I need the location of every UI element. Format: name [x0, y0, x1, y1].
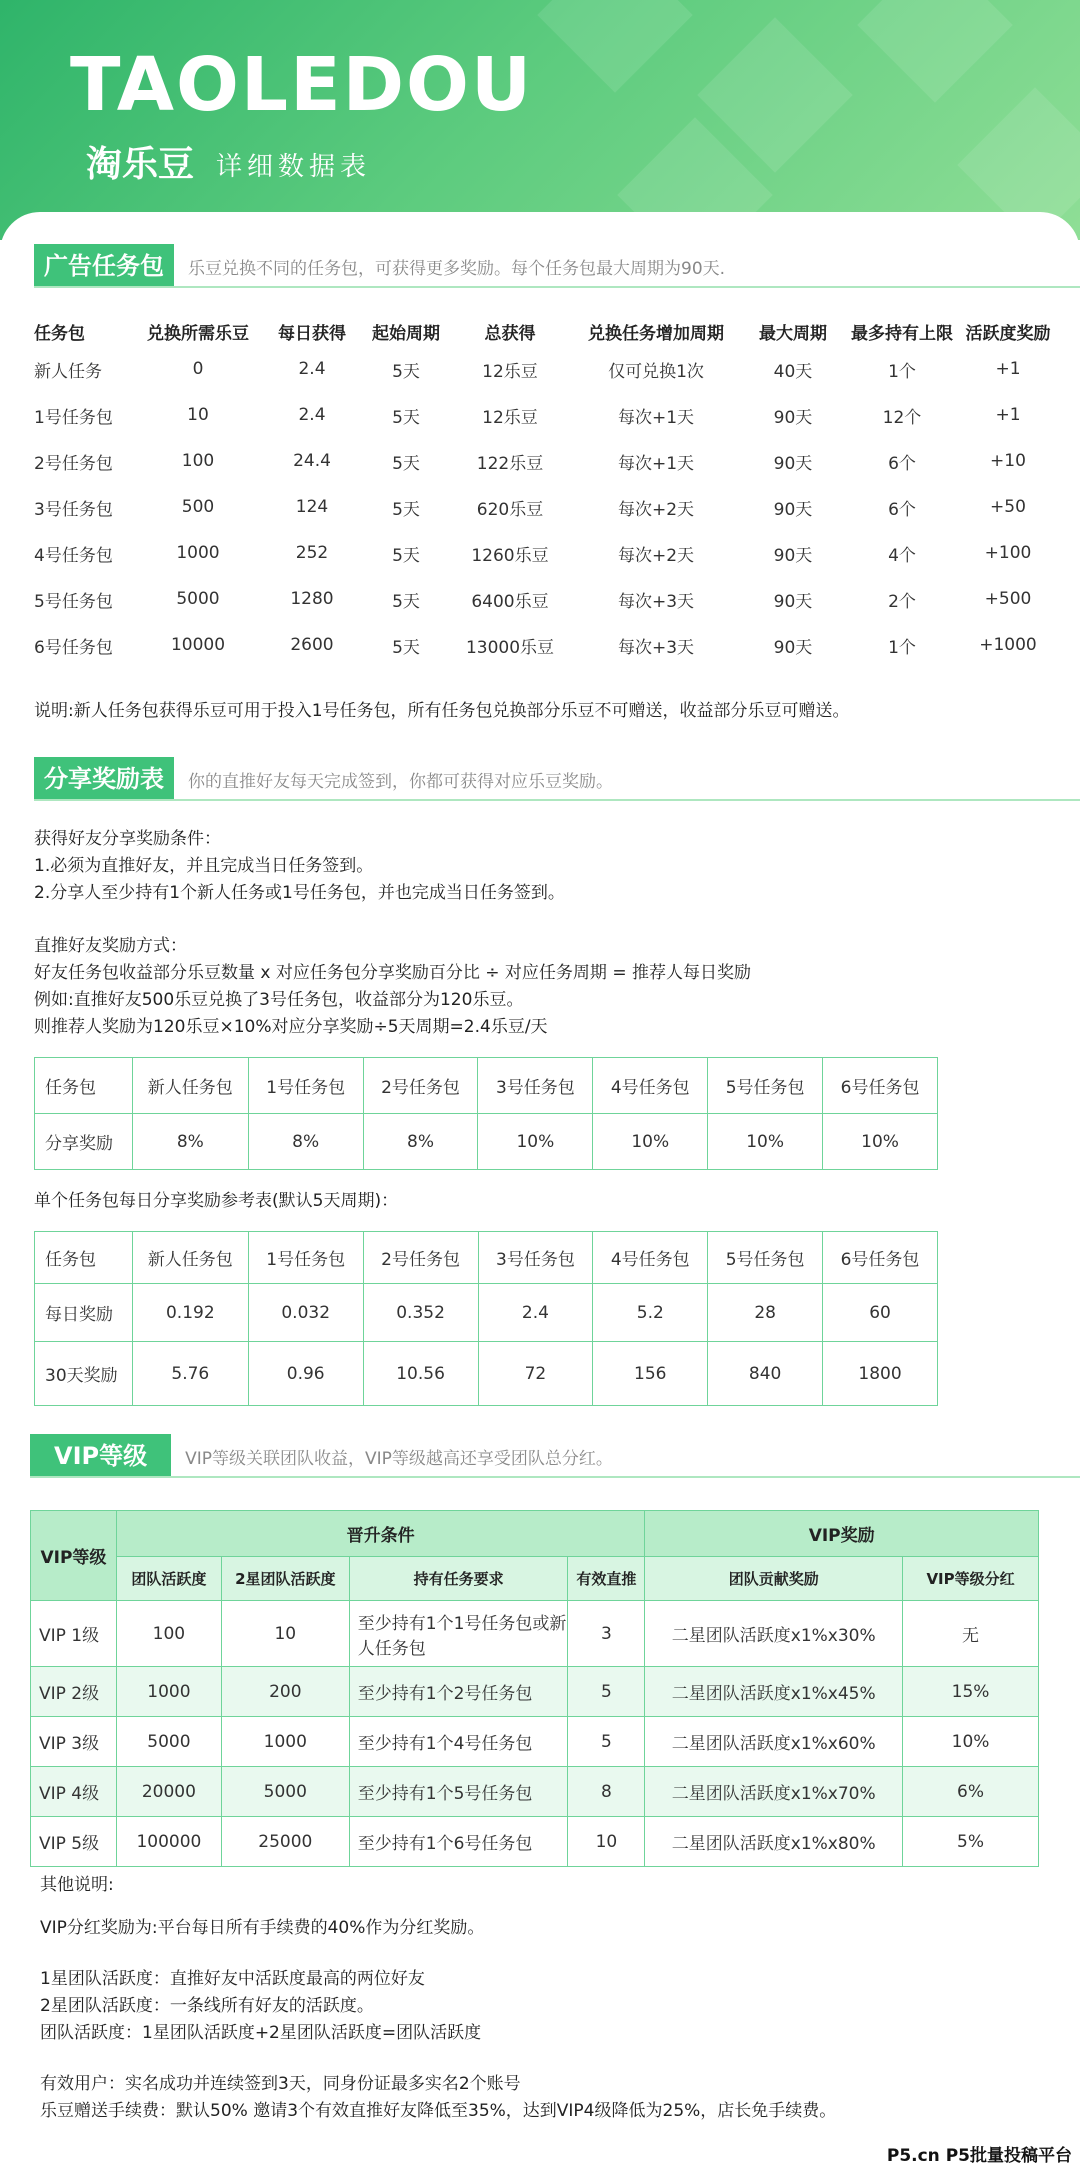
table-cell: 90天: [773, 637, 813, 658]
table-cell: 5000: [116, 1717, 221, 1767]
subtitle: 详细数据表: [216, 152, 372, 182]
table-cell: 10: [187, 405, 209, 425]
table-cell: 840: [708, 1342, 823, 1406]
table-row: [35, 1114, 938, 1170]
table-cell: 每次+1天: [617, 453, 695, 474]
share-percent-table: [34, 1057, 938, 1170]
column-header: 最多持有上限: [851, 323, 953, 344]
hero-banner: [0, 0, 1080, 240]
section-tag: 广告任务包: [34, 244, 174, 288]
table-cell: 1000: [221, 1717, 349, 1767]
method-3: 则推荐人奖励为120乐豆×10%对应分享奖励÷5天周期=2.4乐豆/天: [34, 1017, 548, 1037]
table-cell: 新人任务: [34, 361, 102, 382]
table-cell: 2号任务包: [34, 453, 113, 474]
section-desc: 你的直推好友每天完成签到，你都可获得对应乐豆奖励。: [188, 771, 613, 792]
table-cell: +10: [990, 451, 1026, 471]
table-cell: 至少持有1个1号任务包或新人任务包: [349, 1601, 568, 1667]
table-cell: 1000: [176, 543, 220, 563]
table-cell: 1280: [290, 589, 334, 609]
ref-title: 单个任务包每日分享奖励参考表(默认5天周期)：: [34, 1191, 399, 1211]
table-cell: 10%: [823, 1114, 938, 1170]
table-cell: 每次+3天: [617, 637, 695, 658]
table-cell: 10%: [478, 1114, 593, 1170]
table-cell: 2号任务包: [363, 1232, 478, 1284]
note-line: 团队活跃度：1星团队活跃度+2星团队活跃度=团队活跃度: [40, 2023, 482, 2043]
table-cell: 10000: [170, 635, 226, 655]
table-row: [34, 438, 1054, 484]
table-cell: +500: [984, 589, 1032, 609]
column-header: 有效直推: [568, 1557, 645, 1601]
column-header: 兑换所需乐豆: [147, 323, 249, 344]
cond-2: 2.分享人至少持有1个新人任务或1号任务包，并也完成当日任务签到。: [34, 883, 565, 903]
table-cell: +1: [995, 359, 1021, 379]
share-method: [34, 933, 751, 1041]
column-header: VIP等级分红: [903, 1557, 1039, 1601]
table-cell: 每次+1天: [617, 407, 695, 428]
table-cell: 5号任务包: [708, 1058, 823, 1114]
table-cell: 6个: [888, 453, 916, 474]
table-cell: 5天: [392, 499, 420, 520]
table-row: [31, 1767, 1039, 1817]
table-cell: 无: [903, 1601, 1039, 1667]
method-2: 例如:直推好友500乐豆兑换了3号任务包，收益部分为120乐豆。: [34, 990, 524, 1010]
other-notes: [40, 1872, 836, 2125]
table-cell: 90天: [773, 453, 813, 474]
table-cell: 每次+2天: [617, 545, 695, 566]
table-cell: 100: [116, 1601, 221, 1667]
table-cell: 1000: [116, 1667, 221, 1717]
table-cell: 1号任务包: [248, 1058, 363, 1114]
table-cell: +1000: [979, 635, 1037, 655]
note-line: 2星团队活跃度：一条线所有好友的活跃度。: [40, 1996, 374, 2016]
table-cell: 1号任务包: [34, 407, 113, 428]
table-cell: 6个: [888, 499, 916, 520]
table-cell: 24.4: [293, 451, 331, 471]
table-cell: 40天: [773, 361, 813, 382]
section-tag: 分享奖励表: [34, 757, 174, 801]
table-cell: VIP 1级: [31, 1601, 117, 1667]
table-cell: 500: [181, 497, 215, 517]
column-header: 最大周期: [759, 323, 827, 344]
table-cell: 10%: [903, 1717, 1039, 1767]
table-cell: 任务包: [35, 1058, 133, 1114]
table-cell: 25000: [221, 1817, 349, 1867]
table-cell: 5天: [392, 407, 420, 428]
table-cell: 10: [221, 1601, 349, 1667]
table-cell: 二星团队活跃度x1%x80%: [645, 1817, 903, 1867]
table-cell: +1: [995, 405, 1021, 425]
table-cell: 5: [568, 1717, 645, 1767]
table-cell: 二星团队活跃度x1%x60%: [645, 1717, 903, 1767]
table-cell: 1个: [888, 637, 916, 658]
table-cell: 仅可兑换1次: [608, 361, 704, 382]
divider: [34, 799, 1080, 801]
table-cell: 4号任务包: [34, 545, 113, 566]
table-cell: 0.032: [248, 1284, 363, 1342]
table-row: [35, 1232, 938, 1284]
table-cell: 6号任务包: [34, 637, 113, 658]
table-cell: 新人任务包: [132, 1058, 248, 1114]
table-header-row: [31, 1511, 1039, 1557]
table-cell: 90天: [773, 591, 813, 612]
table-cell: 0: [192, 359, 204, 379]
table-cell: 每日奖励: [35, 1284, 133, 1342]
table-cell: 任务包: [35, 1232, 133, 1284]
table-row: [35, 1058, 938, 1114]
table-row: [34, 346, 1054, 392]
table-cell: 4号任务包: [593, 1232, 708, 1284]
table-cell: 1个: [888, 361, 916, 382]
table-cell: 8%: [363, 1114, 478, 1170]
note-line: 乐豆赠送手续费：默认50% 邀请3个有效直推好友降低至35%，达到VIP4级降低为25%，店长免手续费。: [40, 2101, 837, 2121]
column-header: VIP等级: [31, 1511, 117, 1601]
table-cell: 5000: [176, 589, 220, 609]
table-cell: 60: [823, 1284, 938, 1342]
column-header: 团队活跃度: [116, 1557, 221, 1601]
table-row: [34, 392, 1054, 438]
table-row: [34, 530, 1054, 576]
table-cell: 8: [568, 1767, 645, 1817]
table-cell: 90天: [773, 407, 813, 428]
column-header: 起始周期: [372, 323, 440, 344]
table-cell: 0.96: [248, 1342, 363, 1406]
divider: [30, 1476, 1080, 1478]
logo: TAOLEDOU: [70, 42, 534, 128]
table-cell: 12乐豆: [482, 361, 538, 382]
table-cell: 28: [708, 1284, 823, 1342]
notes-title: 其他说明:: [40, 1875, 114, 1895]
column-header: 总获得: [484, 323, 536, 344]
table-header-row: [34, 316, 1054, 346]
table-cell: 5000: [221, 1767, 349, 1817]
table-cell: 每次+2天: [617, 499, 695, 520]
table-cell: 0.192: [132, 1284, 248, 1342]
table-cell: 2个: [888, 591, 916, 612]
table-cell: +50: [990, 497, 1026, 517]
table-cell: 2600: [290, 635, 334, 655]
table-cell: 3号任务包: [34, 499, 113, 520]
table-cell: 6号任务包: [823, 1058, 938, 1114]
note-line: VIP分红奖励为:平台每日所有手续费的40%作为分红奖励。: [40, 1918, 485, 1938]
section-desc: VIP等级关联团队收益，VIP等级越高还享受团队总分红。: [185, 1448, 613, 1469]
table-row: [34, 576, 1054, 622]
table-cell: 12乐豆: [482, 407, 538, 428]
table-cell: 分享奖励: [35, 1114, 133, 1170]
table-cell: 至少持有1个4号任务包: [349, 1717, 568, 1767]
table-cell: VIP 2级: [31, 1667, 117, 1717]
column-header: 持有任务要求: [349, 1557, 568, 1601]
cond-1: 1.必须为直推好友，并且完成当日任务签到。: [34, 856, 374, 876]
column-header: 2星团队活跃度: [221, 1557, 349, 1601]
table-cell: 4号任务包: [593, 1058, 708, 1114]
table-cell: 20000: [116, 1767, 221, 1817]
share-reference-table: [34, 1231, 938, 1406]
table-cell: 0.352: [363, 1284, 478, 1342]
table-cell: 122乐豆: [476, 453, 544, 474]
table-cell: 1800: [823, 1342, 938, 1406]
table-row: [31, 1667, 1039, 1717]
table-cell: 二星团队活跃度x1%x45%: [645, 1667, 903, 1717]
table-row: [34, 622, 1054, 668]
table-cell: 90天: [773, 499, 813, 520]
watermark: P5.cn P5批量投稿平台: [886, 2146, 1072, 2166]
table-cell: 10%: [593, 1114, 708, 1170]
table-row: [31, 1717, 1039, 1767]
table-cell: 2.4: [478, 1284, 593, 1342]
table-row: [31, 1601, 1039, 1667]
table-cell: 10%: [708, 1114, 823, 1170]
table-cell: 2号任务包: [363, 1058, 478, 1114]
table-cell: 5天: [392, 637, 420, 658]
method-1: 好友任务包收益部分乐豆数量 x 对应任务包分享奖励百分比 ÷ 对应任务周期 = 推荐人每日奖励: [34, 963, 751, 983]
table-cell: 5.2: [593, 1284, 708, 1342]
table-cell: 124: [295, 497, 329, 517]
column-header: 每日获得: [278, 323, 346, 344]
table-cell: 90天: [773, 545, 813, 566]
section-ad-tasks-header: [34, 244, 725, 288]
table-cell: 6%: [903, 1767, 1039, 1817]
note-line: 有效用户：实名成功并连续签到3天，同身份证最多实名2个账号: [40, 2074, 521, 2094]
table-row: [31, 1817, 1039, 1867]
table-cell: 二星团队活跃度x1%x70%: [645, 1767, 903, 1817]
table-cell: 3: [568, 1601, 645, 1667]
table-cell: 100: [181, 451, 215, 471]
table-cell: 5%: [903, 1817, 1039, 1867]
table-cell: 5天: [392, 545, 420, 566]
table-cell: 156: [593, 1342, 708, 1406]
column-header: 任务包: [34, 323, 85, 344]
table-cell: 6号任务包: [823, 1232, 938, 1284]
column-header: 团队贡献奖励: [645, 1557, 903, 1601]
table-cell: 8%: [132, 1114, 248, 1170]
table-cell: 2.4: [298, 405, 326, 425]
table-cell: +100: [984, 543, 1032, 563]
section-desc: 乐豆兑换不同的任务包，可获得更多奖励。每个任务包最大周期为90天.: [188, 258, 726, 279]
table-cell: 2.4: [298, 359, 326, 379]
table-cell: 8%: [248, 1114, 363, 1170]
table-cell: 10: [568, 1817, 645, 1867]
table-cell: 5: [568, 1667, 645, 1717]
method-title: 直推好友奖励方式：: [34, 936, 187, 956]
table-cell: 至少持有1个5号任务包: [349, 1767, 568, 1817]
divider: [34, 286, 1080, 288]
note-line: 1星团队活跃度：直推好友中活跃度最高的两位好友: [40, 1969, 425, 1989]
title-cn: 淘乐豆: [86, 144, 195, 185]
table-cell: VIP 3级: [31, 1717, 117, 1767]
group-header: 晋升条件: [116, 1511, 644, 1557]
table-cell: VIP 5级: [31, 1817, 117, 1867]
table-cell: 12个: [882, 407, 922, 428]
table-row: [35, 1342, 938, 1406]
table-cell: 3号任务包: [478, 1232, 593, 1284]
share-conditions: [34, 826, 565, 907]
table-cell: 1号任务包: [248, 1232, 363, 1284]
section-vip-header: [30, 1434, 613, 1478]
section-share-header: [34, 757, 613, 801]
table-cell: 13000乐豆: [465, 637, 555, 658]
table-cell: 5号任务包: [34, 591, 113, 612]
table-cell: 新人任务包: [132, 1232, 248, 1284]
table-cell: 1260乐豆: [471, 545, 549, 566]
table-header-row: [31, 1557, 1039, 1601]
column-header: 活跃度奖励: [965, 323, 1051, 344]
table-cell: 72: [478, 1342, 593, 1406]
cond-title: 获得好友分享奖励条件：: [34, 829, 221, 849]
table-cell: 5天: [392, 361, 420, 382]
column-header: 兑换任务增加周期: [588, 323, 724, 344]
section1-note: 说明:新人任务包获得乐豆可用于投入1号任务包，所有任务包兑换部分乐豆不可赠送，收益部分乐豆可赠送。: [34, 701, 850, 721]
table-cell: 100000: [116, 1817, 221, 1867]
table-cell: 252: [295, 543, 329, 563]
vip-table: [30, 1510, 1039, 1867]
table-cell: 二星团队活跃度x1%x30%: [645, 1601, 903, 1667]
table-cell: 620乐豆: [476, 499, 544, 520]
table-cell: 200: [221, 1667, 349, 1717]
table-cell: 5天: [392, 453, 420, 474]
table-cell: 6400乐豆: [471, 591, 549, 612]
table-cell: 30天奖励: [35, 1342, 133, 1406]
table-row: [35, 1284, 938, 1342]
table-cell: 至少持有1个6号任务包: [349, 1817, 568, 1867]
table-cell: 5号任务包: [708, 1232, 823, 1284]
table-cell: 15%: [903, 1667, 1039, 1717]
section-tag: VIP等级: [30, 1434, 171, 1478]
table-cell: 10.56: [363, 1342, 478, 1406]
task-table: [34, 316, 1054, 668]
table-cell: 5天: [392, 591, 420, 612]
table-row: [34, 484, 1054, 530]
table-cell: 5.76: [132, 1342, 248, 1406]
table-cell: VIP 4级: [31, 1767, 117, 1817]
table-cell: 每次+3天: [617, 591, 695, 612]
group-header: VIP奖励: [645, 1511, 1039, 1557]
table-cell: 3号任务包: [478, 1058, 593, 1114]
table-cell: 4个: [888, 545, 916, 566]
table-cell: 至少持有1个2号任务包: [349, 1667, 568, 1717]
